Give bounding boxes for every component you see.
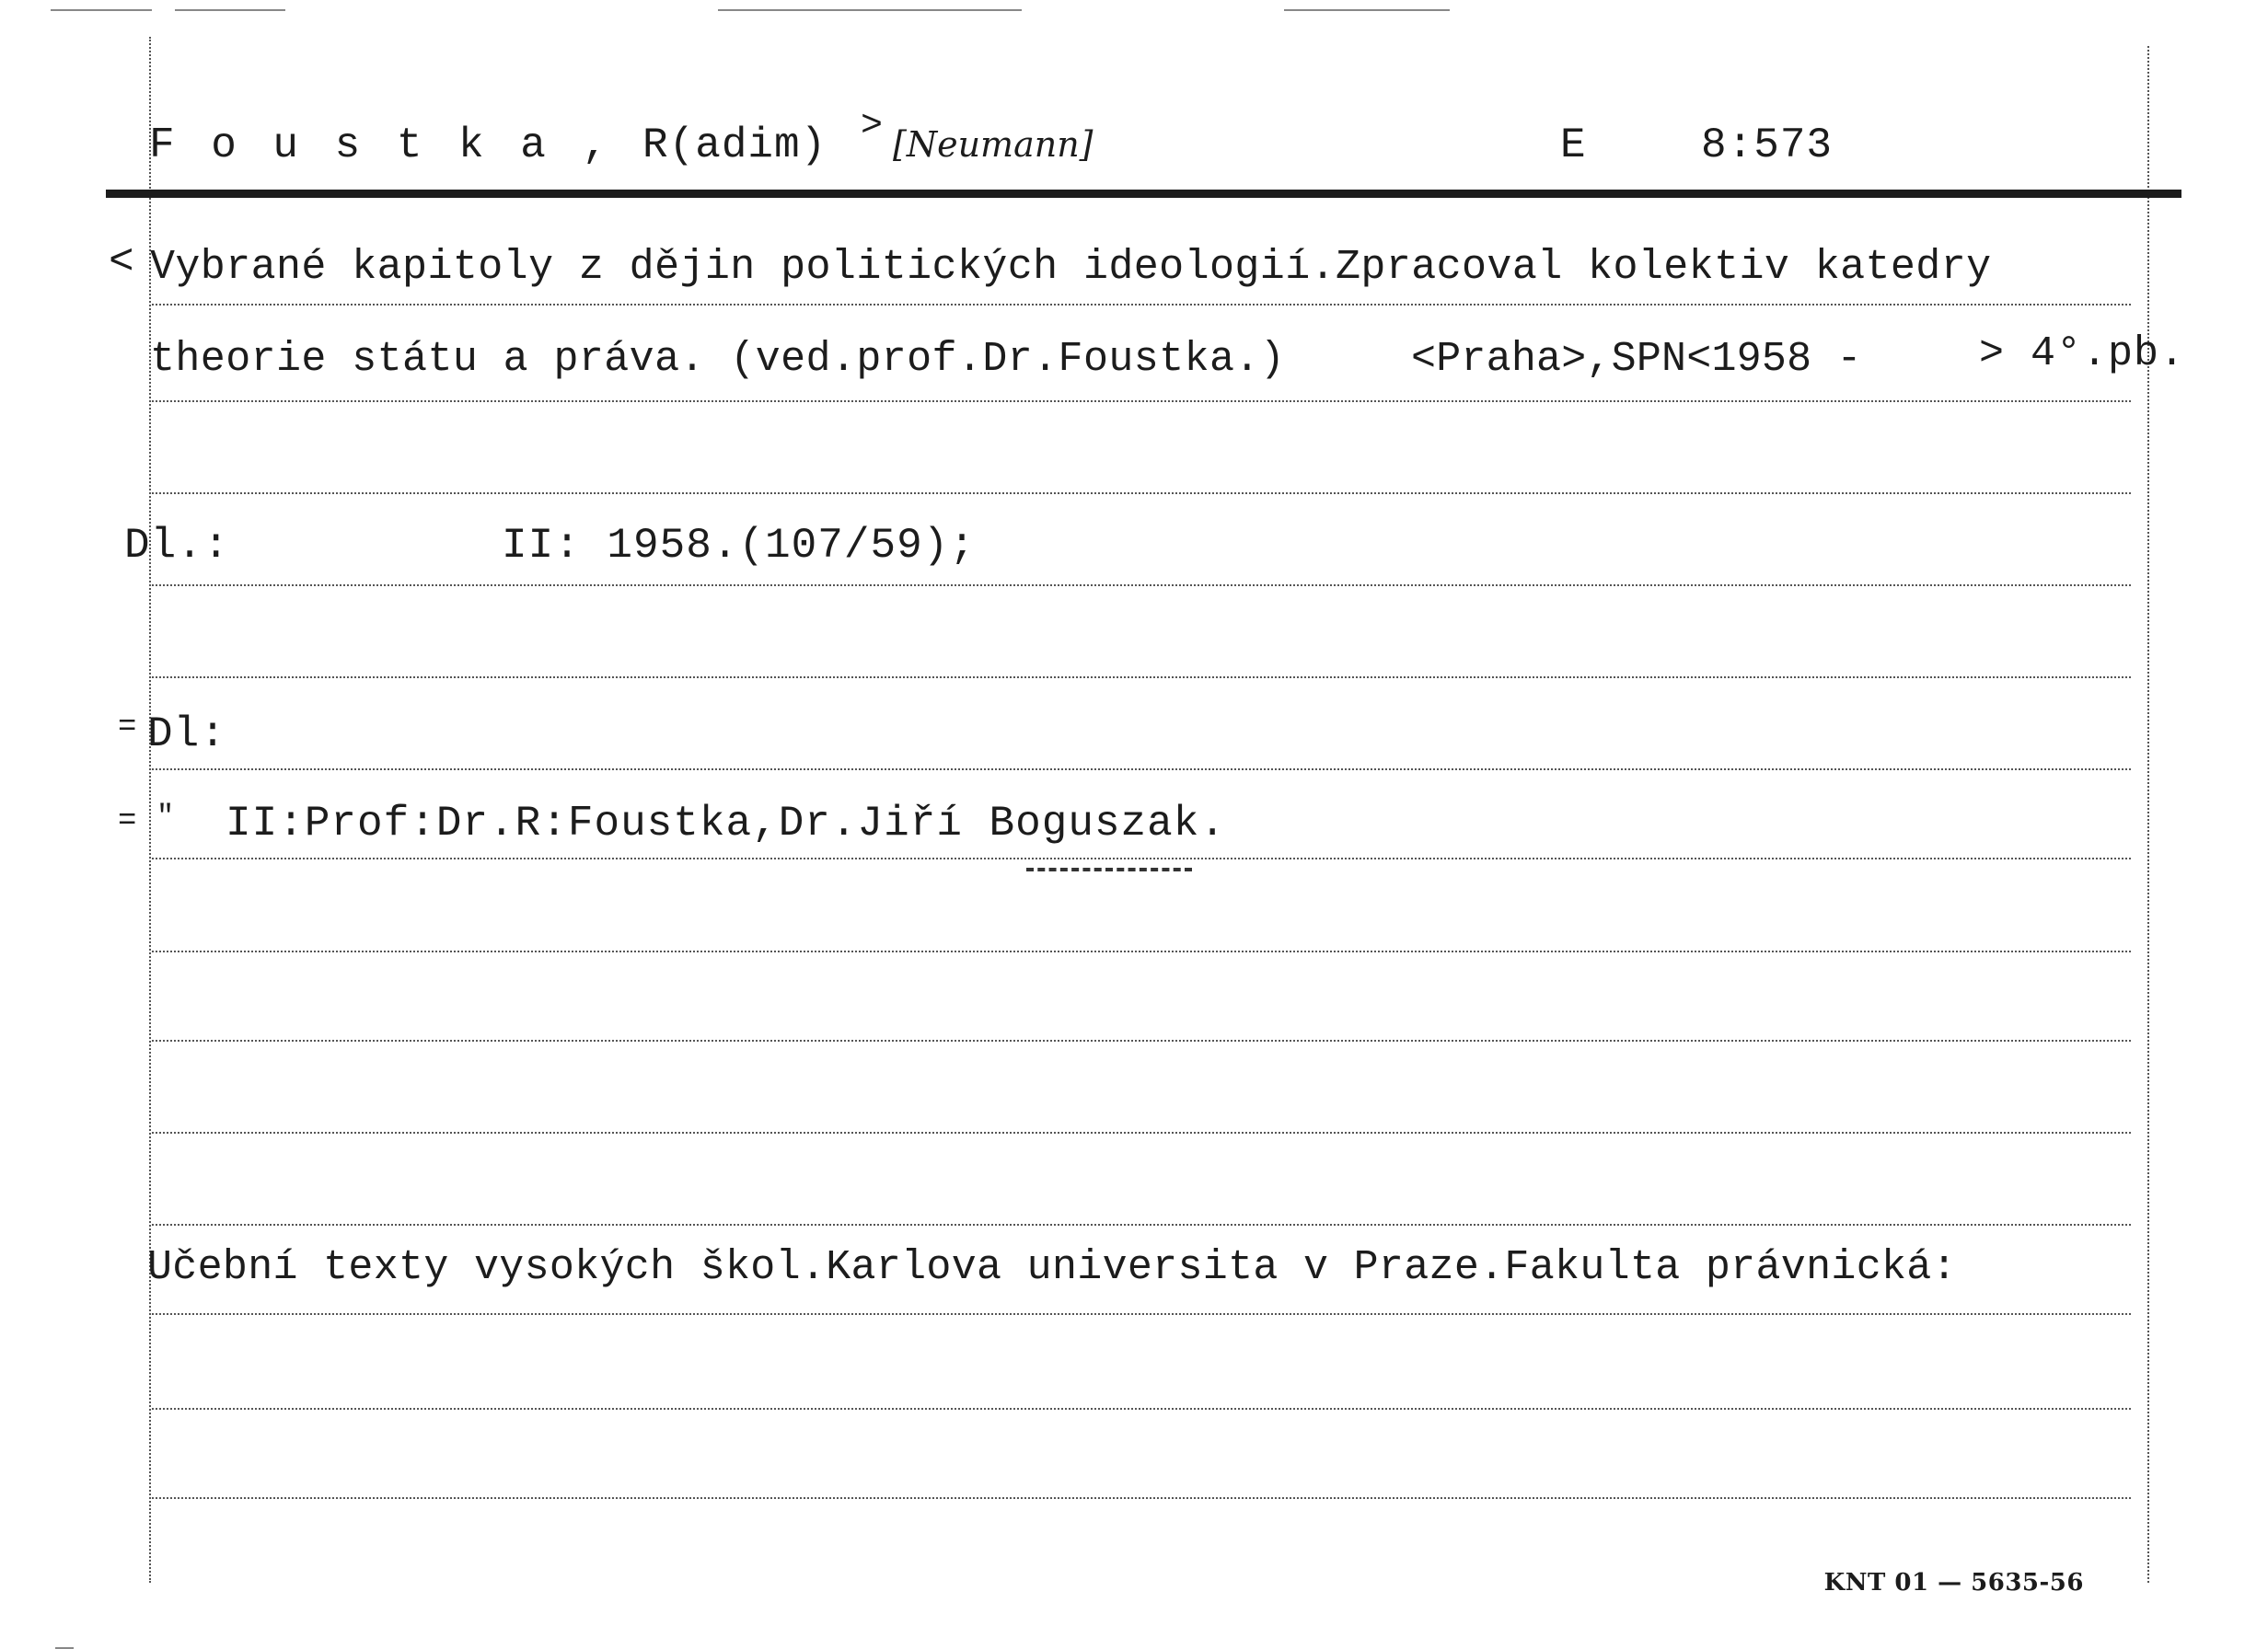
heading-rule xyxy=(106,190,2181,198)
ditto-marker: " xyxy=(156,800,175,834)
volume-label-2: Dl: xyxy=(147,710,226,758)
ruled-line xyxy=(152,1313,2131,1315)
ruled-line xyxy=(152,492,2131,494)
class-letter: E xyxy=(1560,121,1587,169)
handwritten-name: [Neumann] xyxy=(893,124,1094,165)
equals-marker: = xyxy=(118,804,137,839)
top-edge-dash xyxy=(718,9,1022,11)
title-mark: < xyxy=(109,238,135,286)
author-surname: F o u s t k a , xyxy=(149,121,614,169)
ruled-line xyxy=(152,1040,2131,1042)
right-margin-line xyxy=(2147,46,2149,1583)
ruled-line xyxy=(152,1132,2131,1134)
printer-code: KNT 01 — 5635-56 xyxy=(1823,1569,2084,1597)
top-edge-dash xyxy=(175,9,285,11)
ruled-line xyxy=(152,400,2131,402)
ruled-line xyxy=(152,676,2131,678)
volume-value: II: 1958.(107/59); xyxy=(502,522,976,570)
bracket-mark: > xyxy=(861,106,885,147)
title-line-1: Vybrané kapitoly z dějin politických ideologií.Zpracoval kolektiv katedry xyxy=(150,244,1992,291)
volume-label: Dl.: xyxy=(124,522,230,570)
top-edge-dash xyxy=(51,9,152,11)
series-statement: Učební texty vysokých škol.Karlova universita v Praze.Fakulta právnická: xyxy=(147,1244,1957,1291)
ruled-line xyxy=(152,1224,2131,1226)
ruled-line xyxy=(152,584,2131,586)
ruled-line xyxy=(152,858,2131,859)
volume-authors: II:Prof:Dr.R:Foustka,Dr.Jiří Boguszak. xyxy=(226,800,1226,848)
title-line-2: theorie státu a práva. (ved.prof.Dr.Foustka.) xyxy=(150,336,1286,383)
ruled-line xyxy=(152,768,2131,770)
ruled-line xyxy=(152,951,2131,952)
equals-marker: = xyxy=(118,710,137,745)
format-note: > 4°.pb. xyxy=(1979,330,2186,377)
name-underline xyxy=(1026,868,1192,871)
ruled-line xyxy=(152,1408,2131,1410)
ruled-line xyxy=(152,1497,2131,1499)
imprint: <Praha>,SPN<1958 - xyxy=(1411,336,1862,383)
call-number: 8:573 xyxy=(1701,121,1834,169)
author-given-name: R(adim) xyxy=(642,121,827,169)
top-edge-dash xyxy=(1284,9,1450,11)
ruled-line xyxy=(152,304,2131,306)
